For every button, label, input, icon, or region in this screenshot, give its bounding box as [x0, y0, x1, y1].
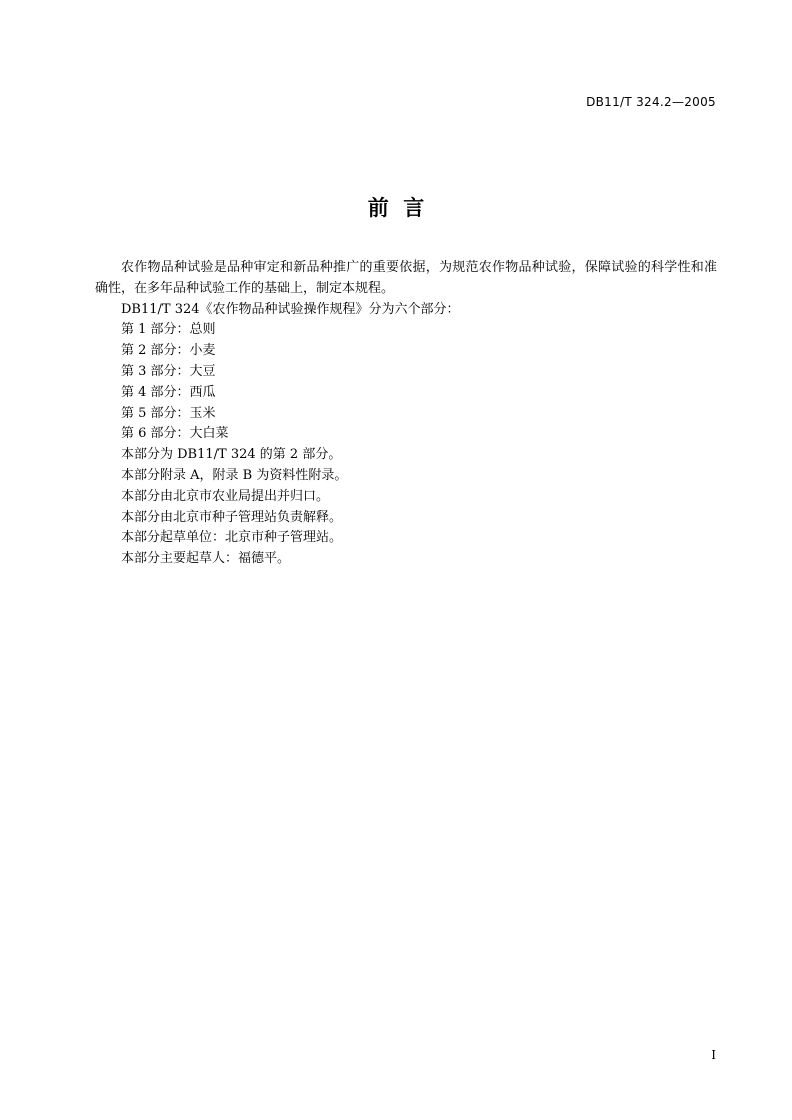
proposer-statement: 本部分由北京市农业局提出并归口。 — [121, 488, 330, 504]
foreword-body — [95, 258, 717, 570]
part-item: 第 1 部分：总则 — [121, 322, 216, 338]
appendix-statement: 本部分附录 A，附录 B 为资料性附录。 — [121, 467, 348, 483]
part-item: 第 4 部分：西瓜 — [121, 384, 216, 400]
part-item: 第 5 部分：玉米 — [121, 405, 216, 421]
part-item: 第 3 部分：大豆 — [121, 363, 216, 379]
standard-code: DB11/T 324.2—2005 — [586, 95, 716, 109]
page-title: 前 言 — [367, 196, 425, 220]
interpretation-statement: 本部分由北京市种子管理站负责解释。 — [121, 509, 343, 525]
drafting-unit-statement: 本部分起草单位：北京市种子管理站。 — [121, 530, 343, 546]
this-part-statement: 本部分为 DB11/T 324 的第 2 部分。 — [121, 447, 342, 463]
parts-intro: DB11/T 324《农作物品种试验操作规程》分为六个部分： — [121, 301, 460, 317]
drafter-statement: 本部分主要起草人：福德平。 — [121, 551, 291, 567]
part-item: 第 6 部分：大白菜 — [121, 426, 229, 442]
page-number: I — [711, 1048, 716, 1062]
intro-paragraph: 农作物品种试验是品种审定和新品种推广的重要依据，为规范农作物品种试验，保障试验的科学性和准确性，在多年品种试验工作的基础上，制定本规程。 — [95, 260, 717, 296]
part-item: 第 2 部分：小麦 — [121, 343, 216, 359]
